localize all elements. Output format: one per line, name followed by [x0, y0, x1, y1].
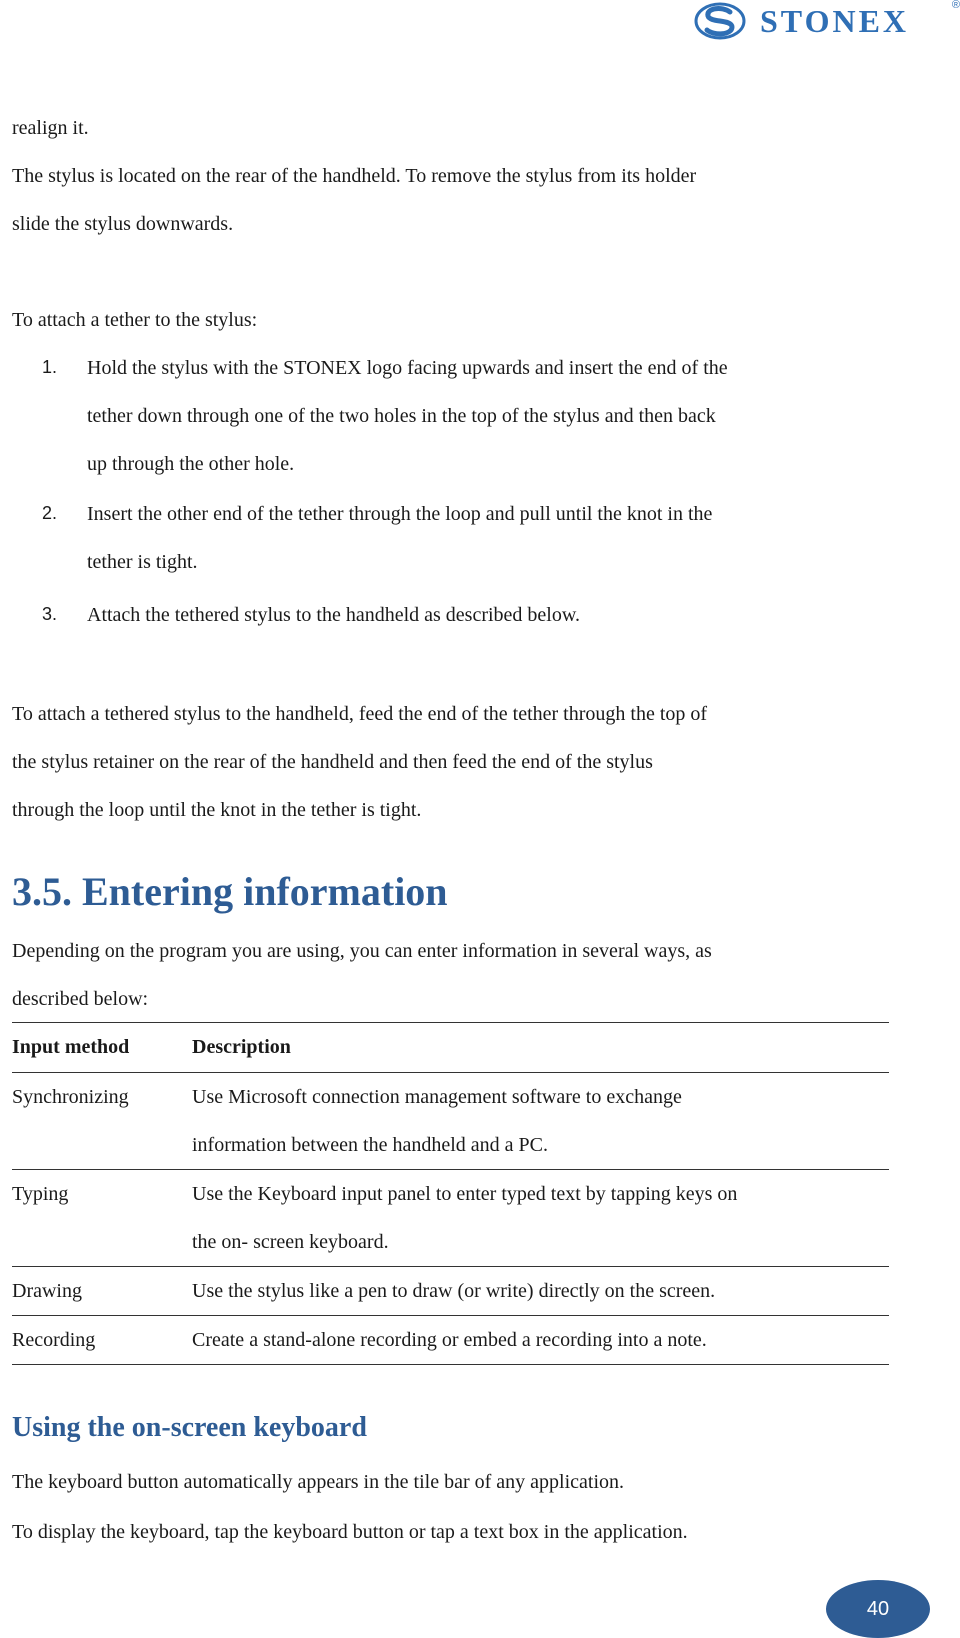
intro-line-3: slide the stylus downwards.	[12, 213, 234, 235]
description-line: Use the stylus like a pen to draw (or write) directly on the screen.	[192, 1280, 716, 1302]
step-text: up through the other hole.	[87, 453, 295, 475]
column-header-description: Description	[192, 1036, 291, 1058]
column-header-input-method: Input method	[12, 1036, 130, 1058]
section-intro-line-2: described below:	[12, 988, 149, 1010]
table-row	[12, 1170, 889, 1267]
step-number: 2.	[42, 503, 58, 523]
description-line: information between the handheld and a PC.	[192, 1134, 549, 1156]
stonex-logo	[690, 0, 960, 46]
tether-lead: To attach a tether to the stylus:	[12, 309, 258, 331]
subsection-heading: Using the on-screen keyboard	[12, 1412, 367, 1443]
table-header-row	[12, 1023, 889, 1073]
step-text: Hold the stylus with the STONEX logo facing upwards and insert the end of the	[87, 357, 728, 379]
keyboard-line-1: The keyboard button automatically appears in the tile bar of any application.	[12, 1471, 625, 1493]
method-cell: Synchronizing	[12, 1086, 129, 1108]
tether-paragraph-line-2: the stylus retainer on the rear of the handheld and then feed the end of the stylus	[12, 751, 653, 773]
method-cell: Recording	[12, 1329, 96, 1351]
section-number: 3.5.	[12, 869, 72, 914]
tether-paragraph-line-1: To attach a tethered stylus to the handheld, feed the end of the tether through the top of	[12, 703, 708, 725]
step-text: Insert the other end of the tether through the loop and pull until the knot in the	[87, 503, 713, 525]
table-row	[12, 1267, 889, 1316]
description-line: Use Microsoft connection management software to exchange	[192, 1086, 682, 1108]
description-cell	[192, 1073, 889, 1170]
description-line: Use the Keyboard input panel to enter typed text by tapping keys on	[192, 1183, 738, 1205]
keyboard-line-2: To display the keyboard, tap the keyboard button or tap a text box in the application.	[12, 1521, 688, 1543]
step-number: 3.	[42, 604, 58, 624]
tether-paragraph-line-3: through the loop until the knot in the tether is tight.	[12, 799, 422, 821]
table-row	[12, 1073, 889, 1170]
input-methods-table	[12, 1022, 889, 1365]
section-title: Entering information	[82, 869, 448, 914]
section-heading	[12, 868, 448, 916]
description-line: the on- screen keyboard.	[192, 1231, 389, 1253]
intro-line-2: The stylus is located on the rear of the handheld. To remove the stylus from its holder	[12, 165, 697, 187]
step-text: Attach the tethered stylus to the handheld as described below.	[87, 604, 580, 626]
description-cell	[192, 1267, 889, 1316]
table-row	[12, 1316, 889, 1365]
description-line: Create a stand-alone recording or embed a recording into a note.	[192, 1329, 707, 1351]
description-cell	[192, 1316, 889, 1365]
intro-line-1: realign it.	[12, 117, 89, 139]
method-cell: Typing	[12, 1183, 69, 1205]
step-text: tether is tight.	[87, 551, 198, 573]
step-number: 1.	[42, 357, 58, 377]
stonex-wordmark: STONEX	[760, 3, 910, 39]
section-intro-line-1: Depending on the program you are using, you can enter information in several ways, as	[12, 940, 712, 962]
stonex-logo-mark-icon	[694, 2, 746, 40]
step-text: tether down through one of the two holes in the top of the stylus and then back	[87, 405, 716, 427]
description-cell	[192, 1170, 889, 1267]
registered-mark: ®	[951, 0, 960, 11]
method-cell: Drawing	[12, 1280, 82, 1302]
page-number-badge: 40	[826, 1580, 930, 1638]
